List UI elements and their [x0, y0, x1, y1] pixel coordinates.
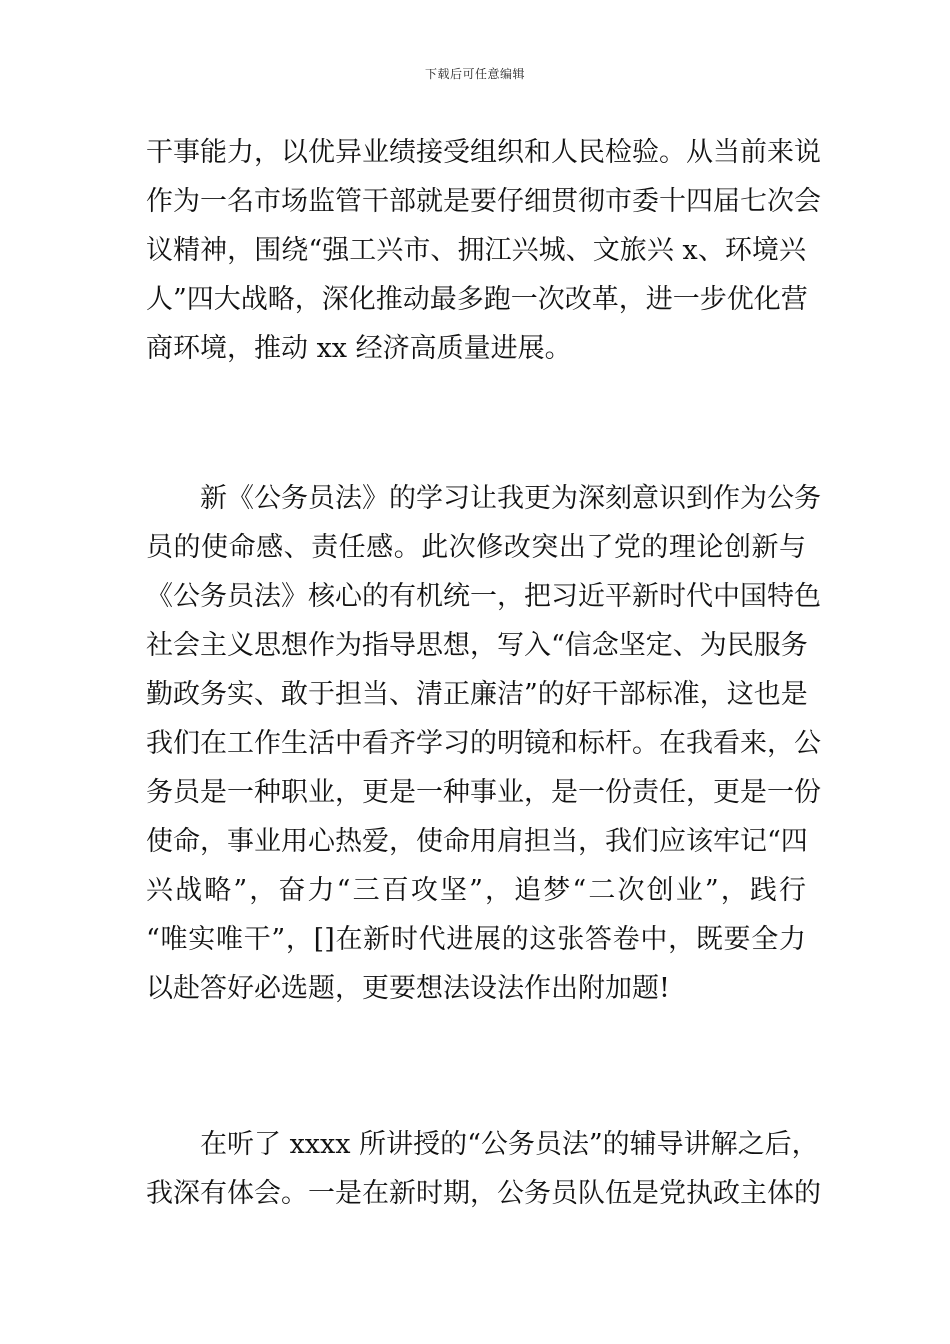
text-line: “唯实唯干”，[]在新时代进展的这张答卷中，既要全力	[146, 924, 806, 955]
text-line: 人”四大战略，深化推动最多跑一次改革，进一步优化营	[146, 284, 808, 315]
text-line: 作为一名市场监管干部就是要仔细贯彻市委十四届七次会	[146, 186, 821, 217]
paragraph-1	[146, 128, 821, 373]
header-note: 下载后可任意编辑	[424, 67, 525, 81]
text-line: 干事能力，以优异业绩接受组织和人民检验。从当前来说	[146, 137, 821, 168]
text-line: 以赴答好必选题，更要想法设法作出附加题!	[146, 973, 670, 1004]
text-line: 社会主义思想作为指导思想，写入“信念坚定、为民服务	[146, 630, 808, 661]
text-line: 新《公务员法》的学习让我更为深刻意识到作为公务	[200, 483, 821, 514]
text-line: 议精神，围绕“强工兴市、拥江兴城、文旅兴 x、环境兴	[146, 235, 806, 266]
text-line: 《公务员法》核心的有机统一，把习近平新时代中国特色	[146, 581, 821, 612]
text-line: 勤政务实、敢于担当、清正廉洁”的好干部标准，这也是	[146, 679, 808, 710]
text-line: 我们在工作生活中看齐学习的明镜和标杆。在我看来，公	[146, 728, 821, 759]
text-line: 使命，事业用心热爱，使命用肩担当，我们应该牢记“四	[146, 826, 808, 857]
text-line: 务员是一种职业，更是一种事业，是一份责任，更是一份	[146, 777, 821, 808]
text-line: 兴战略”，奋力“三百攻坚”，追梦“二次创业”，践行	[146, 875, 806, 906]
text-line: 员的使命感、责任感。此次修改突出了党的理论创新与	[146, 532, 806, 563]
text-line: 在听了 xxxx 所讲授的“公务员法”的辅导讲解之后，	[200, 1129, 819, 1160]
paragraph-3	[146, 1120, 821, 1218]
paragraph-2	[146, 474, 821, 1013]
text-line: 我深有体会。一是在新时期，公务员队伍是党执政主体的	[146, 1178, 821, 1209]
text-line: 商环境，推动 xx 经济高质量进展。	[146, 333, 572, 364]
